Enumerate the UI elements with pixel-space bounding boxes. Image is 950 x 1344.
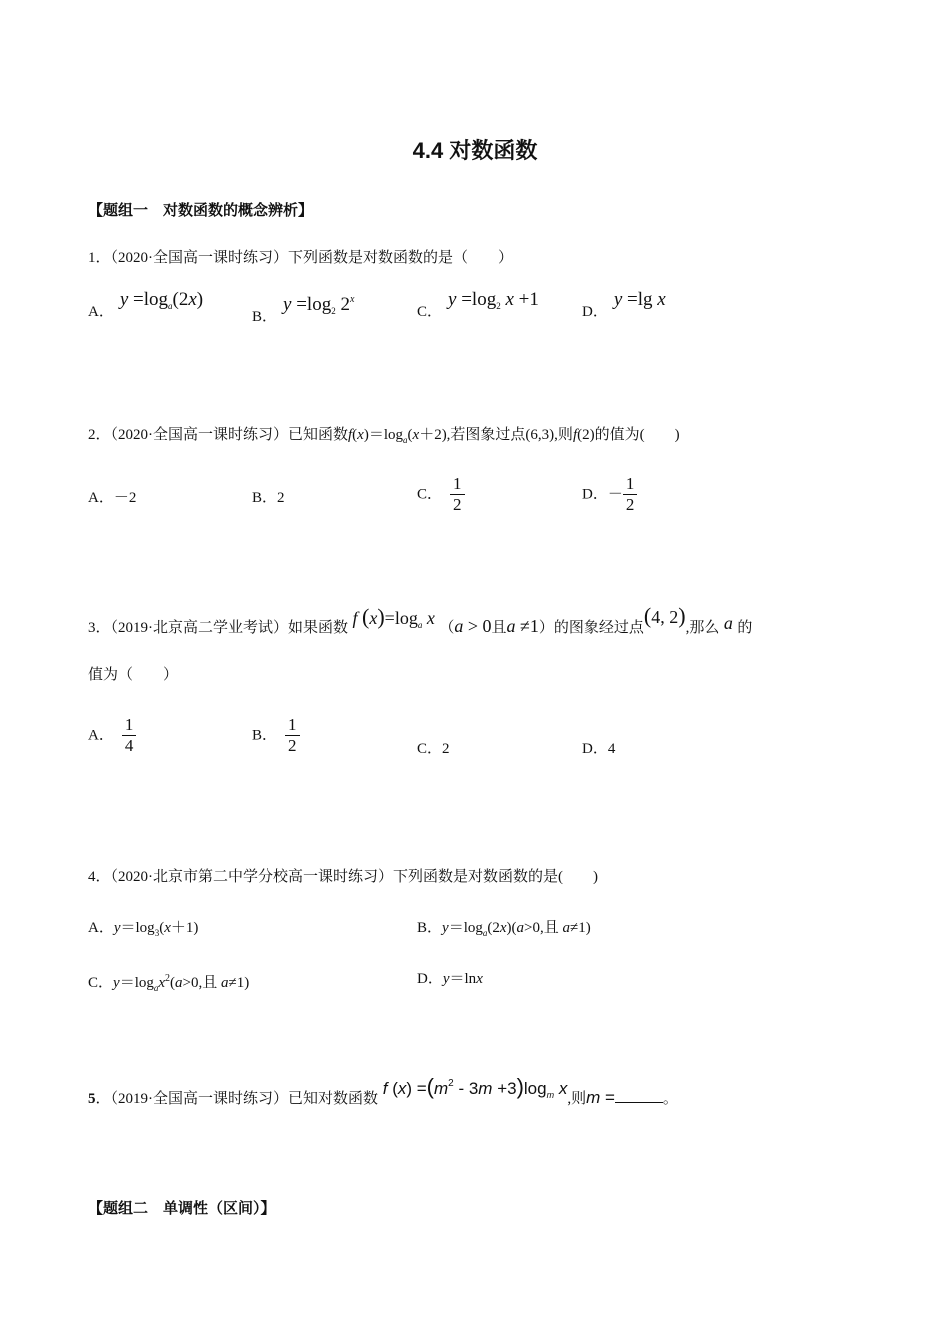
question-3-stem: 3．（2019·北京高二学业考试）如果函数 f $(x)=\log_a$ x （a > 0且a ≠1）的图象经过点(4, 2),那么 a 的 — [88, 603, 753, 636]
question-2-option-d[interactable]: D．－ $\frac{1}{2}$ — [582, 474, 637, 515]
question-3-stem-line-2: 值为（ ） — [88, 667, 179, 683]
question-3-option-d[interactable]: D．4 — [582, 741, 616, 757]
question-1-option-d[interactable]: D．y =lg x — [582, 289, 666, 320]
question-2-option-c[interactable]: C． $\frac{1}{2}$ — [417, 474, 465, 515]
question-4-option-d[interactable]: D．y＝lnx — [417, 971, 483, 987]
question-3-option-c[interactable]: C．2 — [417, 741, 450, 757]
question-1-option-a[interactable]: A．$y =\log_a(2x)$ — [88, 289, 204, 320]
question-1-stem: 1．（2020·全国高一课时练习）下列函数是对数函数的是（ ） — [88, 250, 513, 266]
answer-blank[interactable] — [615, 1088, 663, 1103]
question-4-option-b[interactable]: B．$y=\log_a(2x)(a>0$,且 a≠1) — [417, 920, 591, 938]
question-5-stem: 5．（2019·全国高一课时练习）已知对数函数 f $(x) =(m^2 - 3m +3)\log_m$ x,则m = 。 — [88, 1074, 678, 1107]
question-4-stem: 4．（2020·北京市第二中学分校高一课时练习）下列函数是对数函数的是( ) — [88, 869, 598, 885]
question-4-option-a[interactable]: A．$y=\log_3(x+1)$ — [88, 920, 199, 938]
question-3-option-b[interactable]: B． $\frac{1}{2}$ — [252, 715, 300, 756]
question-4-option-c[interactable]: C．$y=\log_ax^2(a>0$,且 a≠1) — [88, 973, 250, 993]
question-2-option-a[interactable]: A．－2 — [88, 490, 137, 506]
section-heading-group-2: 【题组二 单调性（区间）】 — [88, 1201, 276, 1217]
question-1-option-b[interactable]: B．$y =\log_2$ 2$^x$ — [252, 294, 355, 325]
page-title: 4.4 对数函数 — [412, 138, 538, 163]
section-heading-group-1: 【题组一 对数函数的概念辨析】 — [88, 203, 314, 219]
question-3-option-a[interactable]: A． $\frac{1}{4}$ — [88, 715, 136, 756]
question-2-option-b[interactable]: B．2 — [252, 490, 285, 506]
question-1-option-c[interactable]: C．$y =\log_2$ x +1 — [417, 289, 539, 320]
question-2-stem: 2．（2020·全国高一课时练习）已知函数$f(x)=\log_a(x+2)$,若图象过点(6,3),则f(2)的值为( ) — [88, 427, 680, 445]
